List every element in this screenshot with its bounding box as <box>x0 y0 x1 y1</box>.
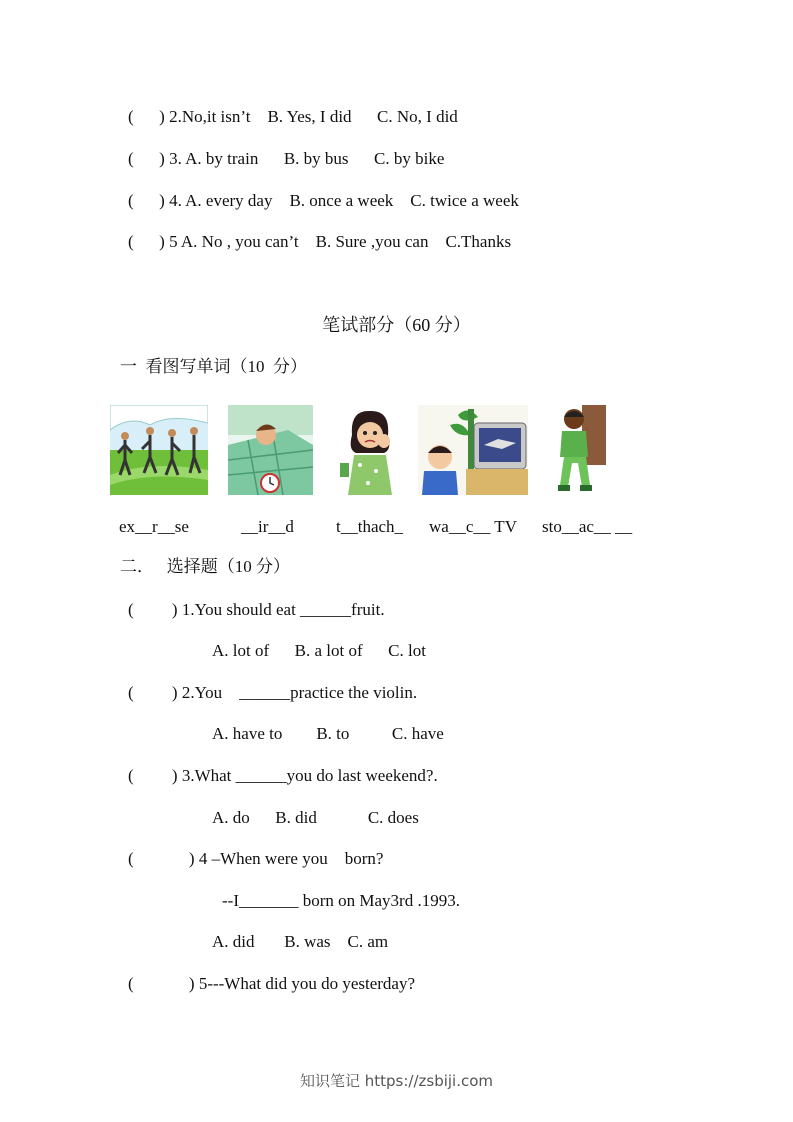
exercise-picture <box>110 405 208 495</box>
mc-q4-answer-line: --I_______ born on May3rd .1993. <box>222 891 460 910</box>
word-blank-2: __ir__d <box>241 517 294 536</box>
mc-q3: ( ) 3.What ______you do last weekend?. <box>128 766 438 785</box>
mc-q5: ( ) 5---What did you do yesterday? <box>128 974 416 993</box>
mc-q1-options: A. lot of B. a lot of C. lot <box>212 641 426 660</box>
bed-picture <box>228 405 313 495</box>
listening-q5: ( ) 5 A. No , you can’t B. Sure ,you can C.Thanks <box>128 232 512 251</box>
section2-heading: 二． 选择题（10 分） <box>120 557 290 576</box>
mc-q2: ( ) 2.You ______practice the violin. <box>128 683 418 702</box>
word-blank-1: ex__r__se <box>119 517 189 536</box>
listening-q3: ( ) 3. A. by train B. by bus C. by bike <box>128 149 445 168</box>
watch-tv-picture <box>418 405 528 495</box>
toothache-picture <box>340 405 400 495</box>
section1-heading: 一 看图写单词（10 分） <box>120 357 307 376</box>
mc-q3-options: A. do B. did C. does <box>212 808 419 827</box>
word-blank-4: wa__c__ TV <box>429 517 517 536</box>
word-blank-3: t__thach_ <box>336 517 404 536</box>
written-section-title: 笔试部分（60 分） <box>322 315 471 335</box>
mc-q4-options: A. did B. was C. am <box>212 932 389 951</box>
mc-q4: ( ) 4 –When were you born? <box>128 849 384 868</box>
watermark: 知识笔记 https://zsbiji.com <box>299 1072 494 1090</box>
mc-q2-options: A. have to B. to C. have <box>212 724 444 743</box>
listening-q4: ( ) 4. A. every day B. once a week C. twice a week <box>128 191 519 210</box>
mc-q1: ( ) 1.You should eat ______fruit. <box>128 600 385 619</box>
stomachache-picture <box>552 405 606 495</box>
listening-q2: ( ) 2.No,it isn’t B. Yes, I did C. No, I did <box>128 107 458 126</box>
word-blank-5: sto__ac__ __ <box>542 517 633 536</box>
